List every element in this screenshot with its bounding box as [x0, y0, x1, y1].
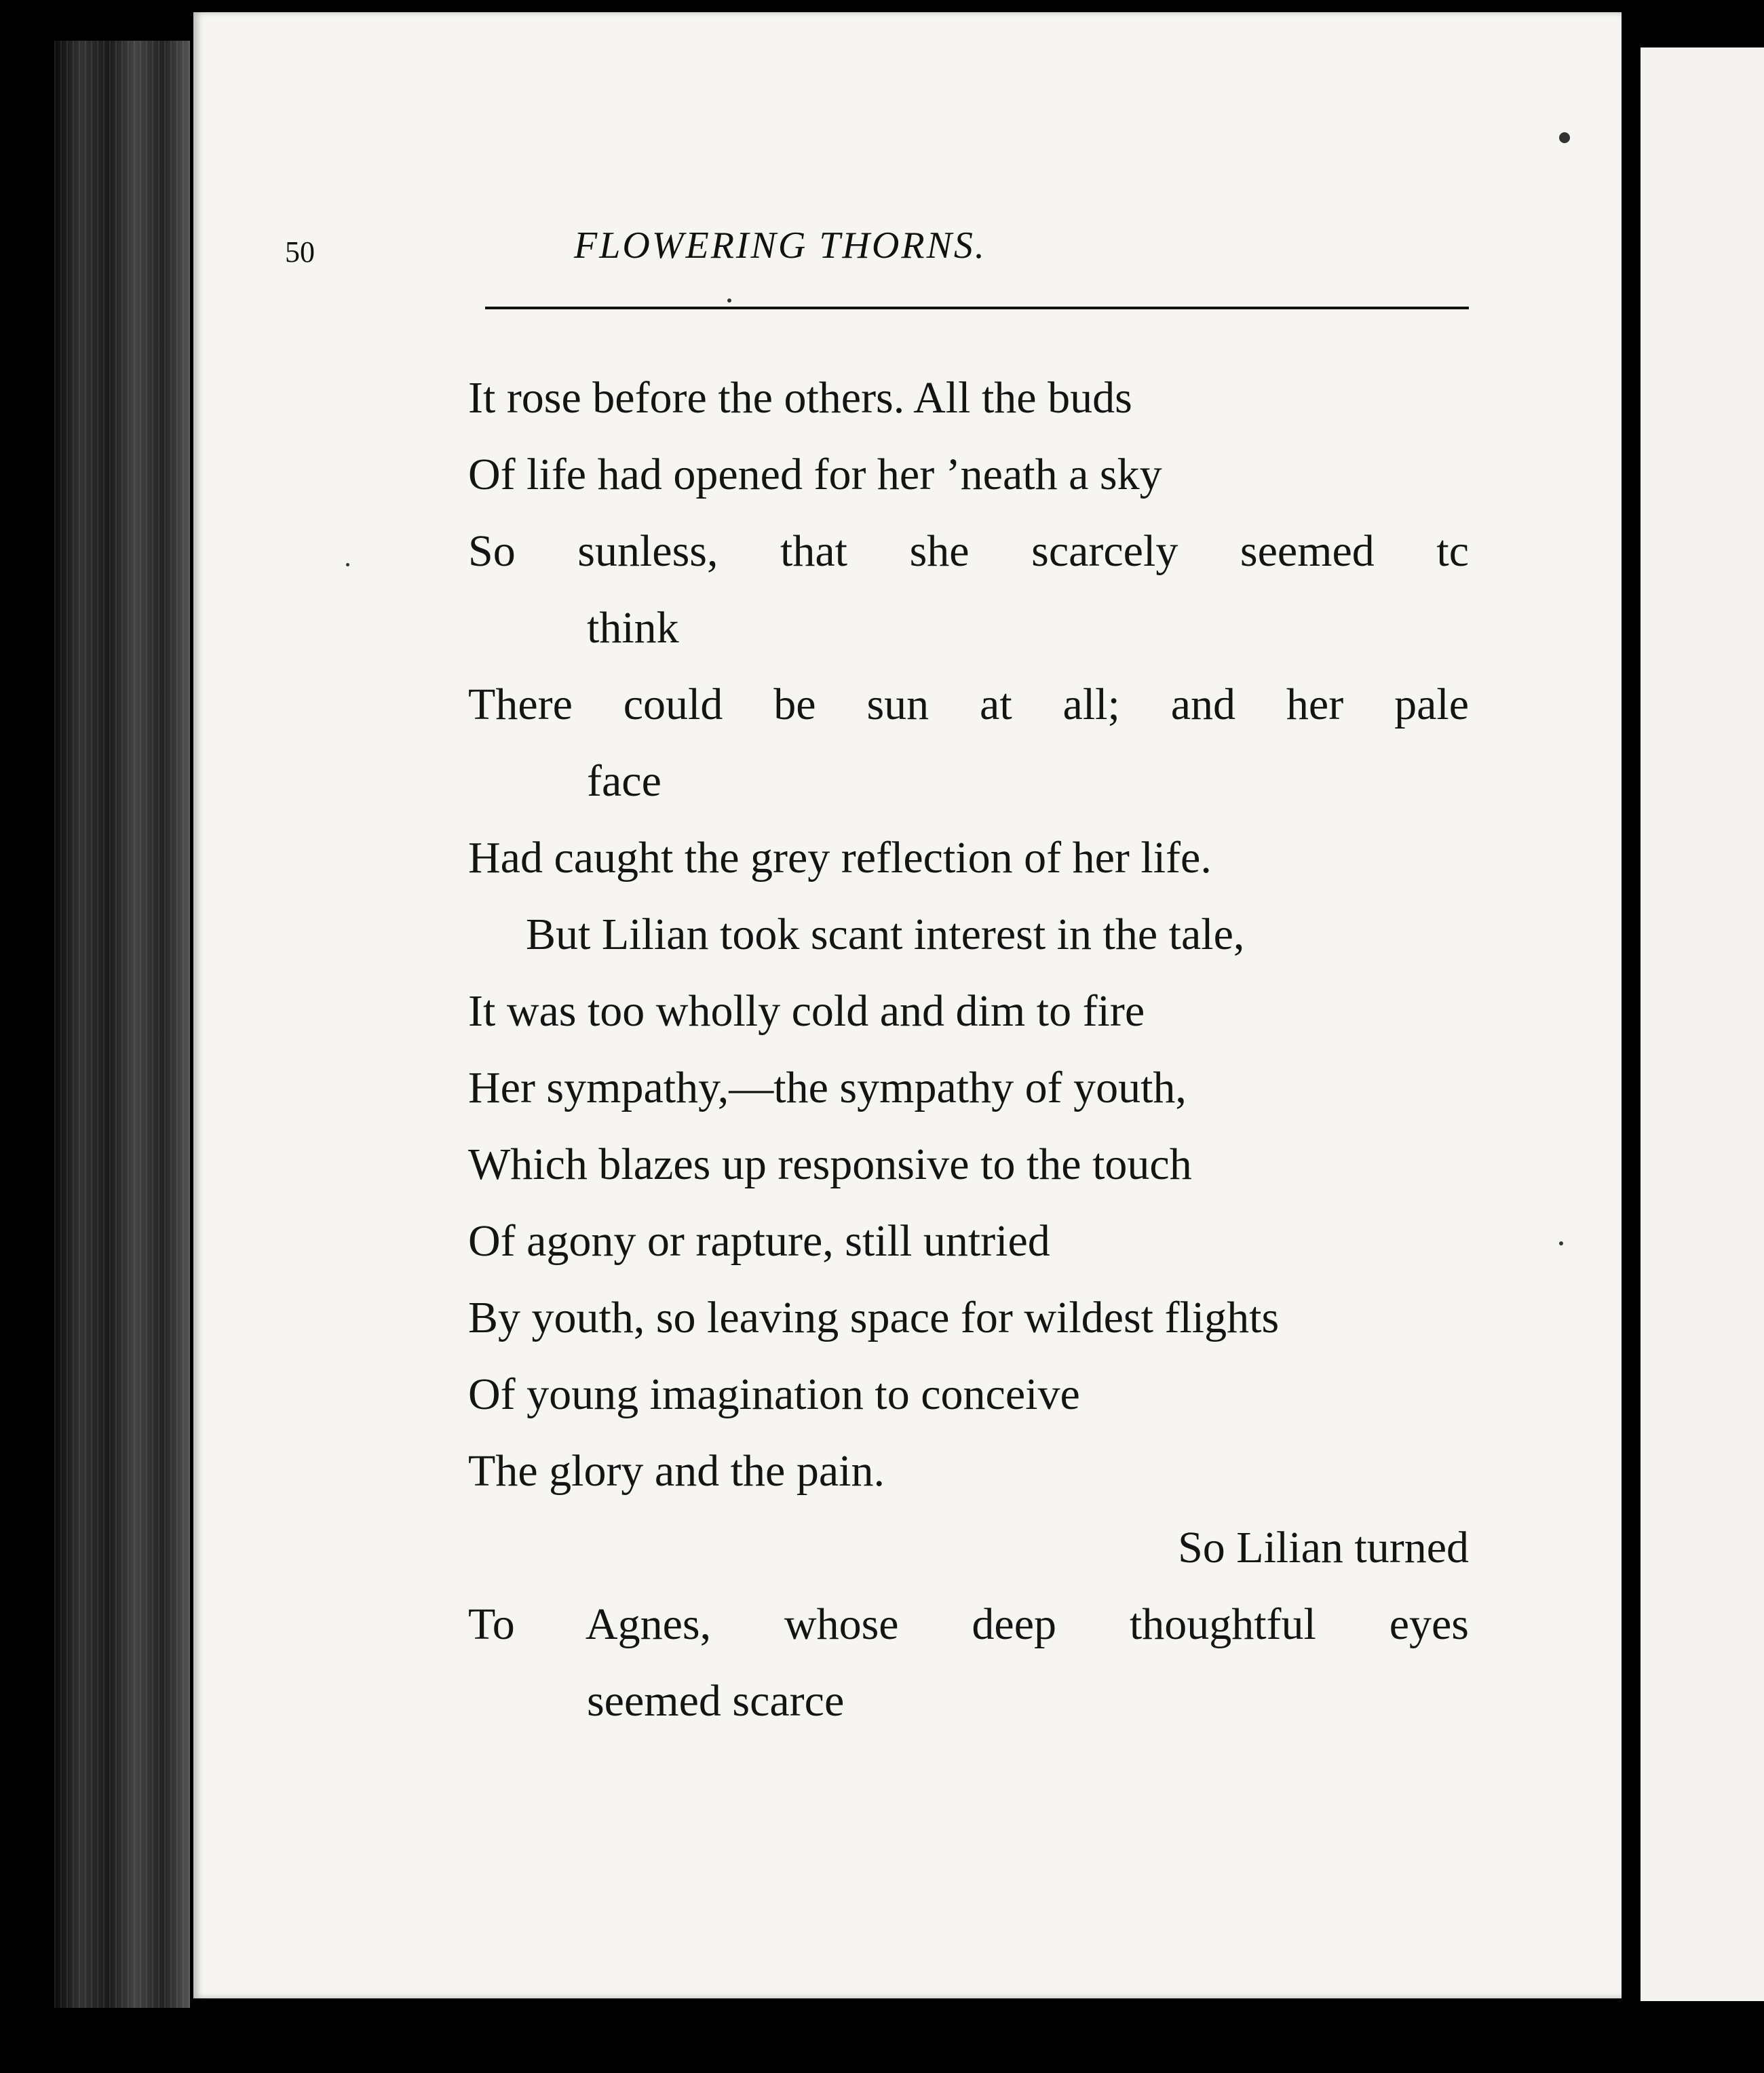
poem-line: It rose before the others. All the buds — [468, 373, 1132, 423]
poem-line: By youth, so leaving space for wildest flights — [468, 1293, 1280, 1342]
poem-line: Of life had opened for her ’neath a sky — [468, 450, 1162, 499]
poem-line: But Lilian took scant interest in the tale, — [526, 910, 1245, 959]
poem-line-runover: think — [587, 603, 679, 653]
poem-text — [468, 360, 1469, 1739]
facing-page-edge — [1641, 47, 1764, 2001]
book-edge — [54, 41, 190, 2008]
header-rule — [485, 307, 1469, 309]
poem-line-runover: seemed scarce — [587, 1676, 845, 1726]
poem-line: There could be sun at all; and her pale — [468, 680, 1469, 729]
page-edges — [54, 41, 190, 2008]
running-title: FLOWERING THORNS. — [574, 225, 986, 267]
poem-line: To Agnes, whose deep thoughtful eyes — [468, 1600, 1469, 1649]
poem-line: So sunless, that she scarcely seemed tc — [468, 526, 1469, 576]
poem-line: Had caught the grey reflection of her life. — [468, 833, 1212, 883]
page-number: 50 — [285, 235, 315, 269]
page-header — [285, 224, 1276, 278]
poem-line-runover: face — [587, 756, 662, 806]
poem-line: Which blazes up responsive to the touch — [468, 1140, 1192, 1189]
poem-line: Of agony or rapture, still untried — [468, 1216, 1050, 1266]
poem-line: It was too wholly cold and dim to fire — [468, 986, 1145, 1036]
poem-line: The glory and the pain. — [468, 1446, 885, 1496]
poem-line: So Lilian turned — [1178, 1523, 1469, 1572]
poem-line: Her sympathy,—the sympathy of youth, — [468, 1063, 1187, 1112]
poem-line: Of young imagination to conceive — [468, 1370, 1080, 1419]
